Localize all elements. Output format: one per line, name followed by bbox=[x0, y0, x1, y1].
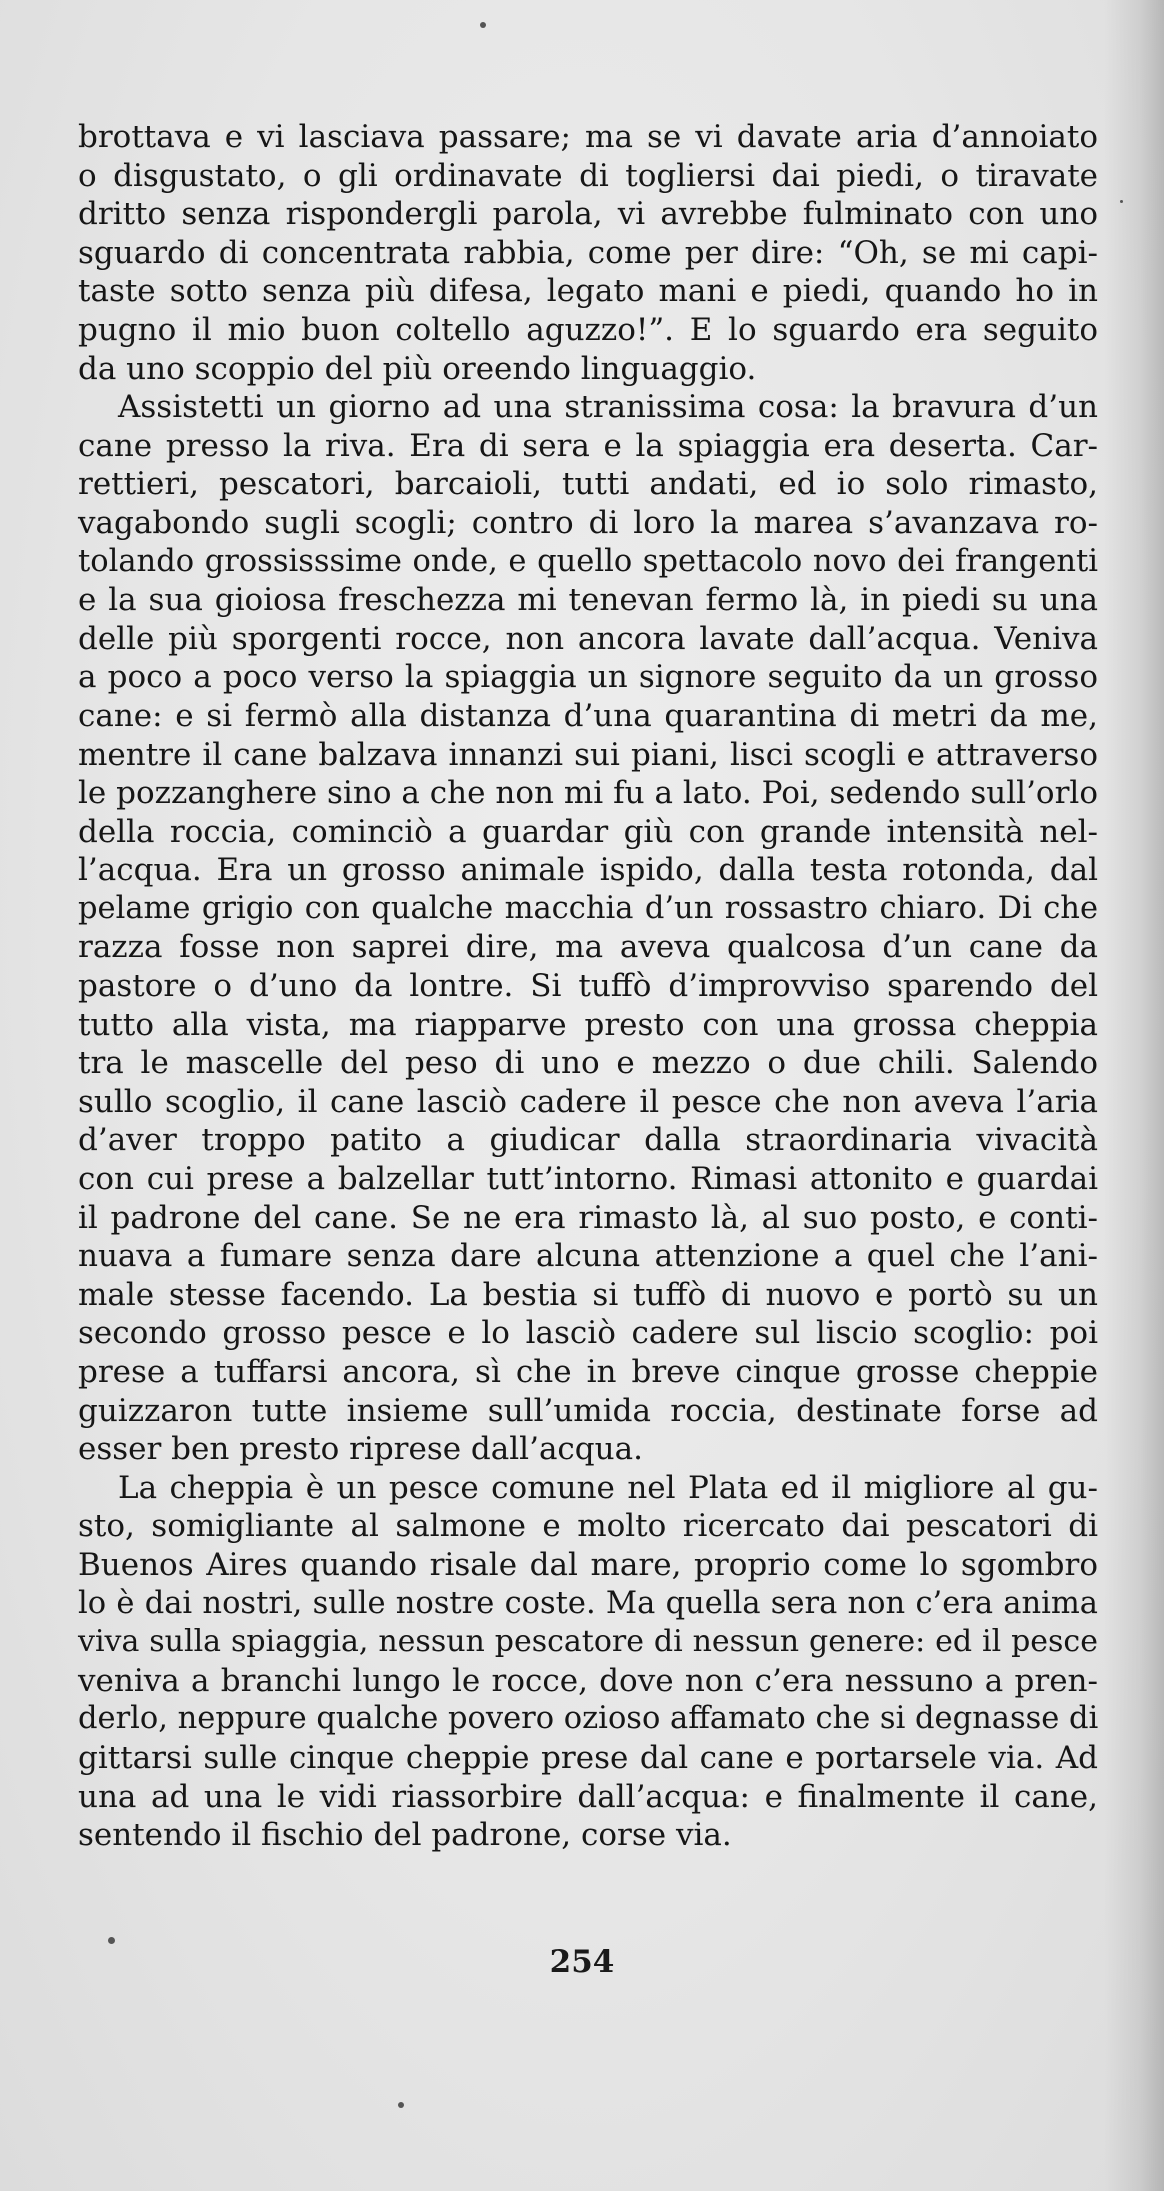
text-line: l’acqua. Era un grosso animale ispido, dalla testa rotonda, dal bbox=[78, 852, 1098, 889]
text-line: secondo grosso pesce e lo lasciò cadere sul liscio scoglio: poi bbox=[78, 1315, 1098, 1352]
text-line: cane presso la riva. Era di sera e la spiaggia era deserta. Car- bbox=[78, 427, 1098, 464]
paragraph bbox=[78, 388, 1098, 1469]
text-line: o disgustato, o gli ordinavate di togliersi dai piedi, o tiravate bbox=[78, 157, 1098, 194]
text-line: vagabondo sugli scogli; contro di loro la marea s’avanzava ro- bbox=[78, 504, 1098, 541]
text-line: brottava e vi lasciava passare; ma se vi davate aria d’annoiato bbox=[78, 119, 1098, 155]
page-number: 254 bbox=[549, 1944, 615, 1980]
text-line: lo è dai nostri, sulle nostre coste. Ma quella sera non c’era anima bbox=[78, 1585, 1098, 1621]
text-line: pugno il mio buon coltello aguzzo!”. E lo sguardo era seguito bbox=[78, 311, 1098, 348]
paragraph bbox=[78, 118, 1098, 388]
text-line: tolando grossisssime onde, e quello spettacolo novo dei frangenti bbox=[78, 543, 1098, 579]
text-line: tutto alla vista, ma riapparve presto con una grossa cheppia bbox=[78, 1006, 1098, 1043]
text-line: da uno scoppio del più oreendo linguaggio. bbox=[78, 350, 757, 387]
text-line: pelame grigio con qualche macchia d’un rossastro chiaro. Di che bbox=[78, 890, 1098, 926]
text-line: sto, somigliante al salmone e molto ricercato dai pescatori di bbox=[78, 1508, 1098, 1545]
text-line: della roccia, cominciò a guardar giù con grande intensità nel- bbox=[78, 813, 1098, 850]
text-line: Assistetti un giorno ad una stranissima cosa: la bravura d’un bbox=[118, 389, 1098, 426]
text-line: sullo scoglio, il cane lasciò cadere il pesce che non aveva l’aria bbox=[78, 1083, 1098, 1120]
text-line: rettieri, pescatori, barcaioli, tutti andati, ed io solo rimasto, bbox=[78, 466, 1098, 503]
text-line: pastore o d’uno da lontre. Si tuffò d’improvviso sparendo del bbox=[78, 968, 1098, 1005]
text-line: delle più sporgenti rocce, non ancora lavate dall’acqua. Veniva bbox=[78, 620, 1098, 657]
text-line: dritto senza rispondergli parola, vi avrebbe fulminato con uno bbox=[78, 196, 1098, 233]
text-line: mentre il cane balzava innanzi sui piani, lisci scogli e attraverso bbox=[78, 736, 1098, 773]
paper-speck bbox=[480, 22, 486, 28]
paper-speck bbox=[1120, 200, 1123, 203]
text-line: prese a tuffarsi ancora, sì che in breve cinque grosse cheppie bbox=[78, 1354, 1098, 1390]
text-line: La cheppia è un pesce comune nel Plata ed il migliore al gu- bbox=[118, 1469, 1098, 1506]
text-line: e la sua gioiosa freschezza mi tenevan fermo là, in piedi su una bbox=[78, 582, 1098, 619]
text-line: esser ben presto riprese dall’acqua. bbox=[78, 1431, 643, 1468]
text-line: d’aver troppo patito a giudicar dalla straordinaria vivacità bbox=[78, 1122, 1098, 1159]
text-line: male stesse facendo. La bestia si tuffò di nuovo e portò su un bbox=[78, 1276, 1098, 1313]
text-line: gittarsi sulle cinque cheppie prese dal cane e portarsele via. Ad bbox=[78, 1739, 1098, 1776]
body-text bbox=[78, 118, 1098, 1855]
text-line: guizzaron tutte insieme sull’umida roccia, destinate forse ad bbox=[78, 1392, 1098, 1429]
text-line: il padrone del cane. Se ne era rimasto là, al suo posto, e conti- bbox=[78, 1199, 1098, 1236]
text-line: Buenos Aires quando risale dal mare, proprio come lo sgombro bbox=[78, 1546, 1098, 1583]
text-line: una ad una le vidi riassorbire dall’acqua: e finalmente il cane, bbox=[78, 1778, 1098, 1815]
paragraph bbox=[78, 1469, 1098, 1855]
text-line: con cui prese a balzellar tutt’intorno. Rimasi attonito e guardai bbox=[78, 1161, 1098, 1198]
page-edge-shadow bbox=[1104, 0, 1164, 2191]
text-line: veniva a branchi lungo le rocce, dove non c’era nessuno a pren- bbox=[78, 1662, 1098, 1699]
paper-speck bbox=[398, 2102, 404, 2108]
text-line: a poco a poco verso la spiaggia un signore seguito da un grosso bbox=[78, 659, 1098, 696]
text-line: viva sulla spiaggia, nessun pescatore di nessun genere: ed il pesce bbox=[78, 1624, 1098, 1660]
text-line: le pozzanghere sino a che non mi fu a lato. Poi, sedendo sull’orlo bbox=[78, 775, 1098, 812]
text-line: sentendo il fischio del padrone, corse via. bbox=[78, 1817, 732, 1854]
text-line: derlo, neppure qualche povero ozioso affamato che si degnasse di bbox=[78, 1701, 1099, 1737]
paper-speck bbox=[108, 1937, 115, 1944]
text-line: sguardo di concentrata rabbia, come per dire: “Oh, se mi capi- bbox=[78, 234, 1098, 271]
text-line: razza fosse non saprei dire, ma aveva qualcosa d’un cane da bbox=[78, 929, 1098, 966]
text-line: cane: e si fermò alla distanza d’una quarantina di metri da me, bbox=[78, 697, 1098, 734]
text-line: tra le mascelle del peso di uno e mezzo o due chili. Salendo bbox=[78, 1045, 1098, 1082]
text-line: nuava a fumare senza dare alcuna attenzione a quel che l’ani- bbox=[78, 1238, 1098, 1275]
text-line: taste sotto senza più difesa, legato mani e piedi, quando ho in bbox=[78, 273, 1098, 310]
